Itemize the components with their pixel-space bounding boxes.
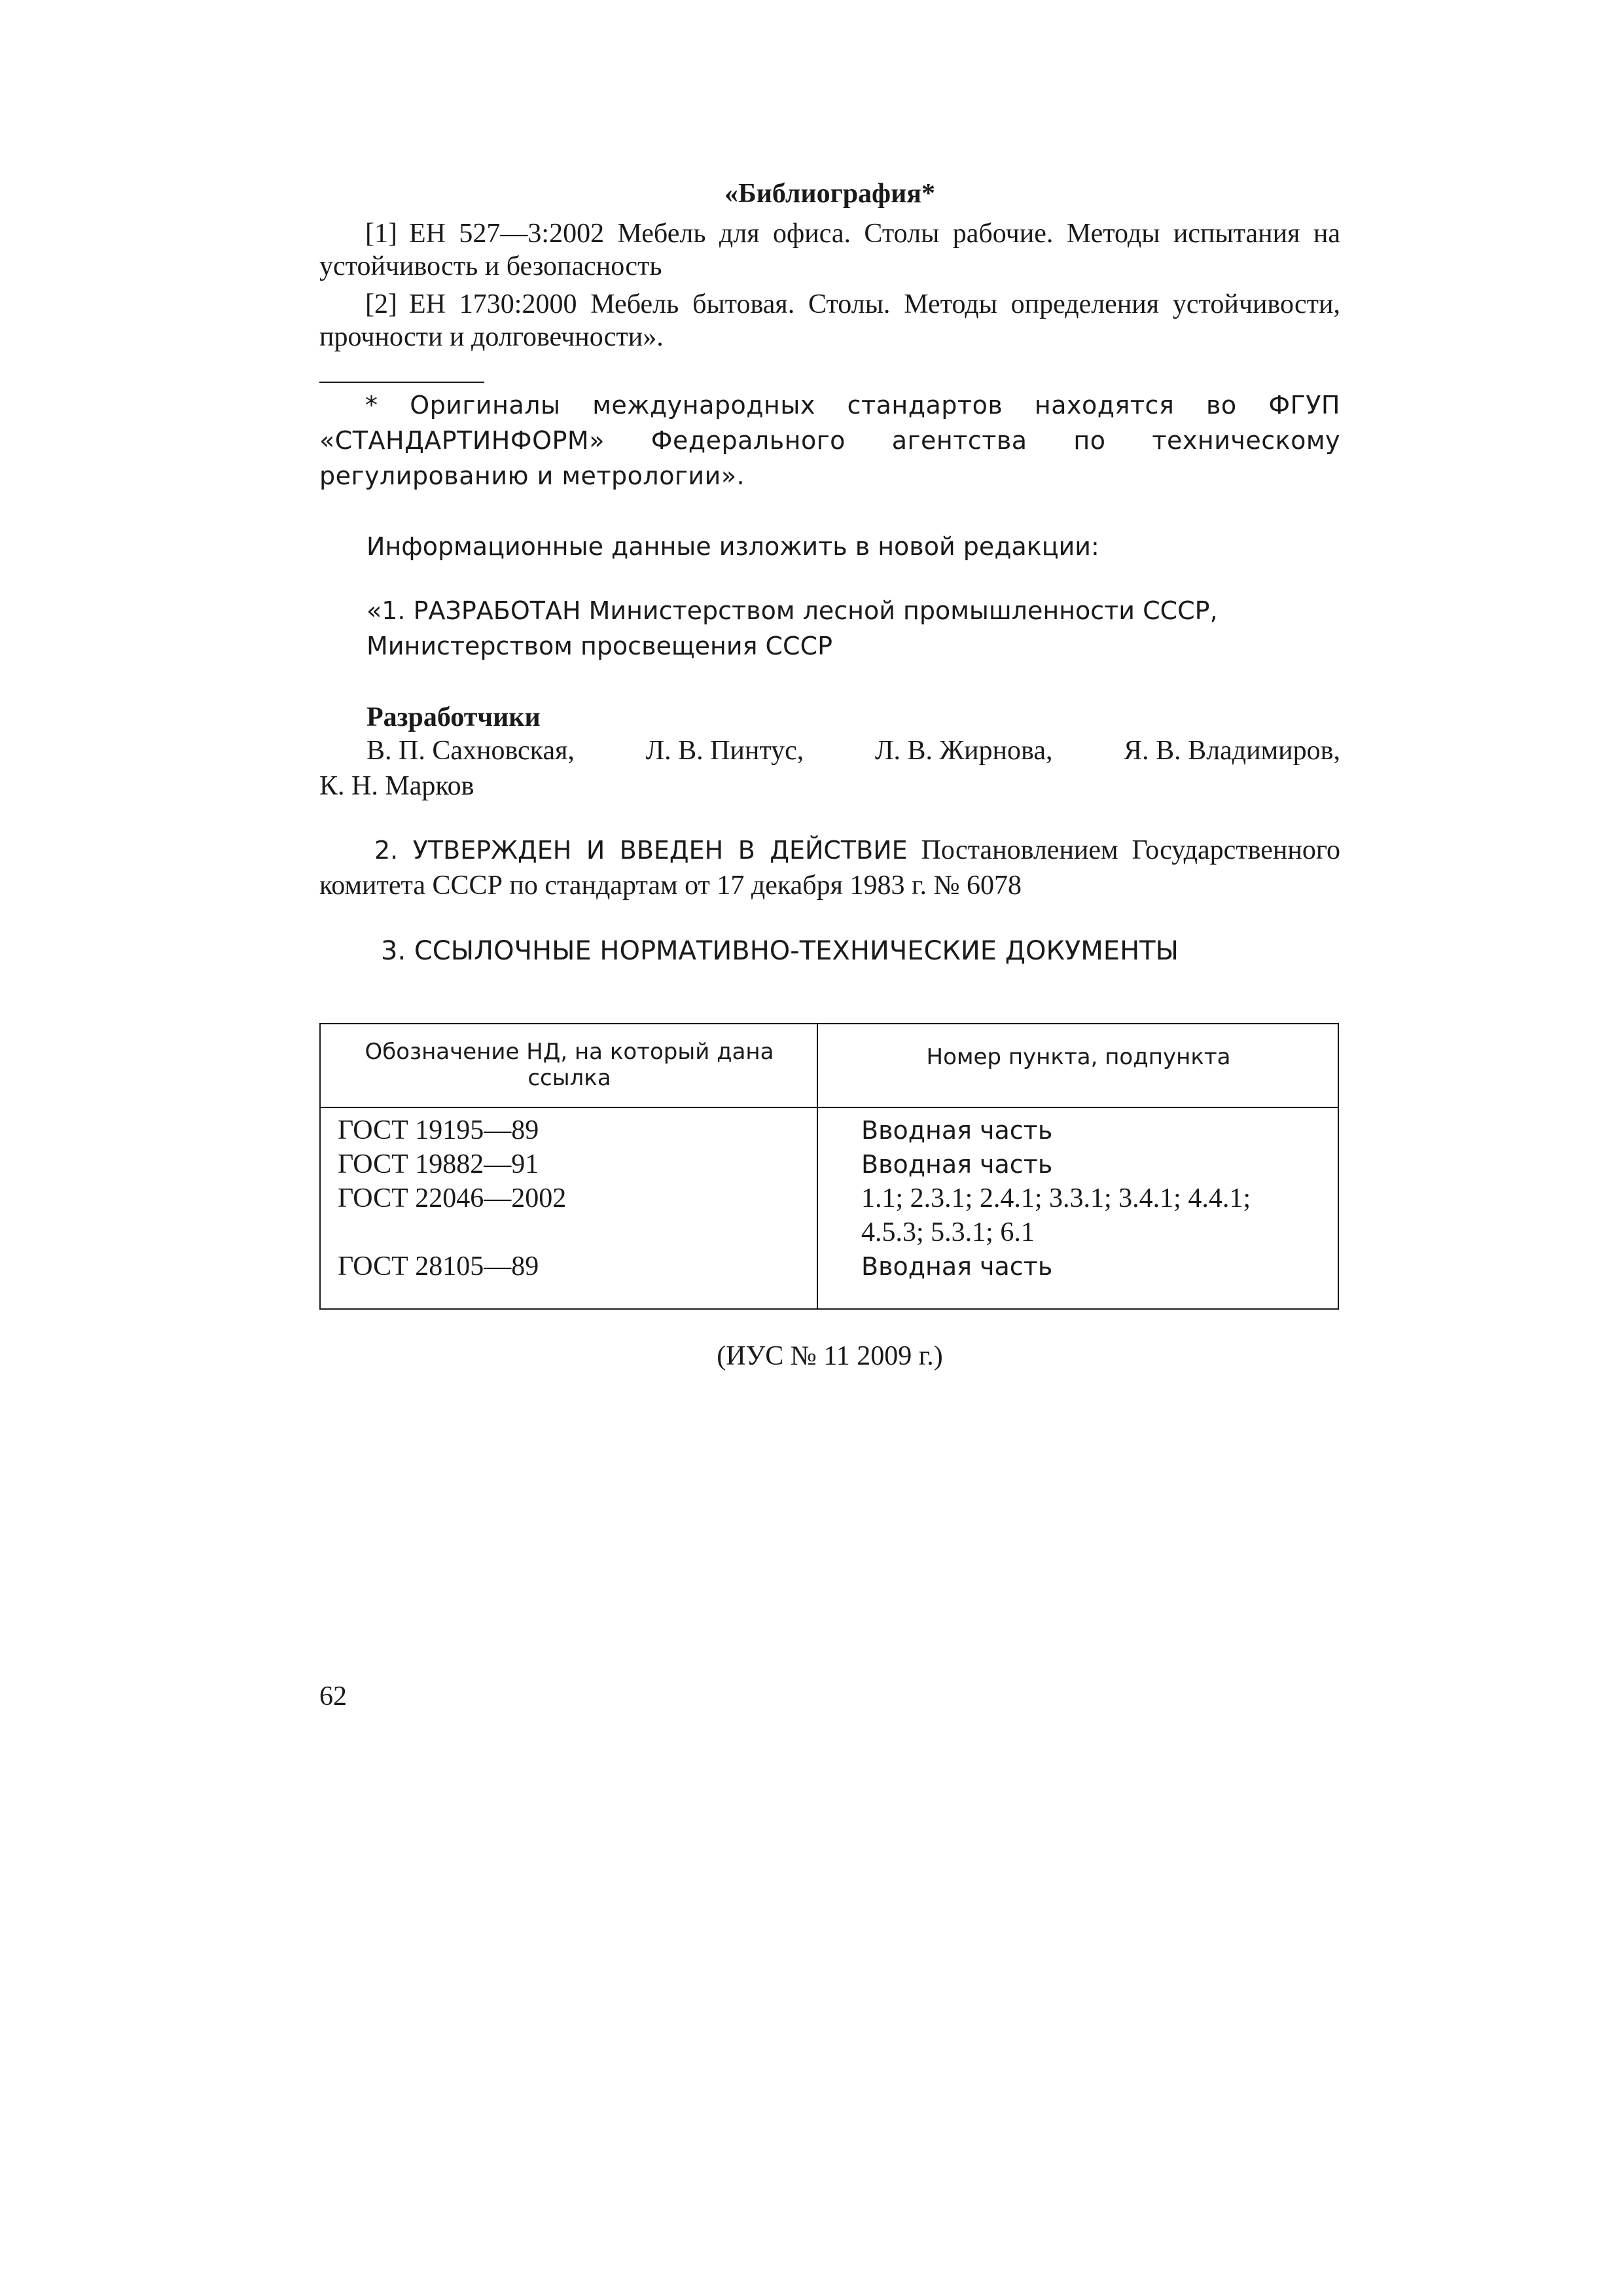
- table-cell-document: ГОСТ 22046—2002: [338, 1183, 567, 1213]
- bibliography-entry: [319, 288, 1340, 353]
- document-page: [319, 0, 1340, 2296]
- developer-name: Л. В. Пинтус,: [645, 736, 804, 766]
- bibliography-ref: [2]: [365, 289, 397, 319]
- footnote: * Оригиналы международных стандартов находятся во ФГУП «СТАНДАРТИНФОРМ» Федерального агентства по техническому регулированию и метрологии».: [319, 391, 1340, 490]
- table-cell-clause: Вводная часть: [861, 1252, 1053, 1281]
- references-table: [319, 1023, 1339, 1310]
- developers-heading: Разработчики: [366, 702, 541, 732]
- table-cell-clause: Вводная часть: [861, 1150, 1053, 1179]
- table-header-document: Обозначение НД, на который дана ссылка: [365, 1039, 774, 1091]
- footnote-divider: [319, 382, 484, 383]
- developer-name: К. Н. Марков: [319, 771, 474, 801]
- table-cell-document: ГОСТ 19195—89: [338, 1115, 539, 1145]
- developers-list: [319, 733, 1340, 804]
- developer-name: Л. В. Жирнова,: [874, 736, 1053, 766]
- approval-text: Постановлением Государственного комитета СССР по стандартам от 17 декабря 1983 г. № 6078: [319, 835, 1340, 901]
- ius-reference: (ИУС № 11 2009 г.): [717, 1341, 943, 1371]
- table-header-divider: [321, 1107, 1338, 1108]
- developed-by-statement: «1. РАЗРАБОТАН Министерством лесной промышленности СССР, Министерством просвещения СССР: [366, 596, 1218, 660]
- table-cell-clause: Вводная часть: [861, 1116, 1053, 1145]
- table-header-clause: Номер пункта, подпункта: [926, 1044, 1231, 1070]
- references-heading: 3. ССЫЛОЧНЫЕ НОРМАТИВНО-ТЕХНИЧЕСКИЕ ДОКУМЕНТЫ: [381, 936, 1179, 966]
- developer-name: В. П. Сахновская,: [366, 736, 575, 766]
- table-cell-clause: 1.1; 2.3.1; 2.4.1; 3.3.1; 3.4.1; 4.4.1; 4.5.3; 5.3.1; 6.1: [861, 1183, 1251, 1247]
- approval-caps: 2. УТВЕРЖДЕН И ВВЕДЕН В ДЕЙСТВИЕ: [374, 836, 908, 865]
- info-statement: Информационные данные изложить в новой редакции:: [366, 532, 1099, 561]
- table-cell-document: ГОСТ 28105—89: [338, 1251, 539, 1282]
- developer-name: Я. В. Владимиров,: [1124, 736, 1340, 766]
- bibliography-title: «Библиография*: [724, 179, 936, 209]
- table-cell-document: ГОСТ 19882—91: [338, 1149, 539, 1179]
- approval-statement: [319, 833, 1340, 903]
- bibliography-entry: [319, 217, 1340, 283]
- page-number: 62: [319, 1681, 347, 1712]
- bibliography-text: ЕН 1730:2000 Мебель бытовая. Столы. Методы определения устойчивости, прочности и долговечности».: [319, 289, 1340, 352]
- bibliography-text: ЕН 527—3:2002 Мебель для офиса. Столы рабочие. Методы испытания на устойчивость и безопасность: [319, 219, 1340, 281]
- bibliography-ref: [1]: [365, 219, 397, 249]
